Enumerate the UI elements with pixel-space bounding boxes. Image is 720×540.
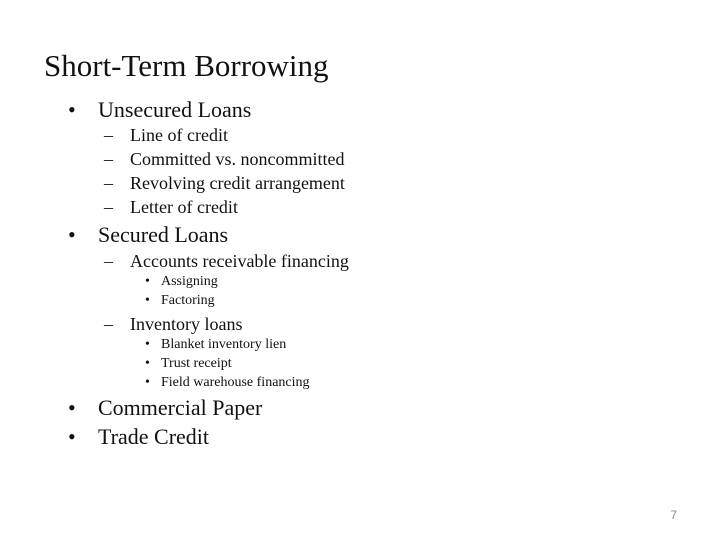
bullet-marker: • — [145, 337, 150, 352]
bullet-label: Commercial Paper — [98, 395, 263, 420]
sub-bullet-letter-of-credit — [104, 195, 238, 219]
sub-bullet-committed — [104, 147, 345, 171]
bullet-label: Unsecured Loans — [98, 97, 252, 122]
sub-bullet-label: Inventory loans — [130, 314, 243, 334]
sub-sub-bullet-label: Assigning — [161, 274, 218, 289]
sub-sub-bullet-label: Factoring — [161, 293, 215, 308]
sub-bullet-label: Revolving credit arrangement — [130, 173, 345, 193]
sub-bullet-label: Letter of credit — [130, 197, 238, 217]
sub-sub-bullet-label: Field warehouse financing — [161, 375, 310, 390]
bullet-marker: • — [68, 424, 76, 449]
page-number: 7 — [670, 508, 677, 522]
bullet-marker: • — [68, 97, 76, 122]
sub-bullet-revolving-credit — [104, 171, 345, 195]
bullet-trade-credit — [68, 423, 209, 451]
bullet-marker: • — [68, 395, 76, 420]
sub-sub-bullet-label: Blanket inventory lien — [161, 337, 287, 352]
bullet-marker: • — [145, 375, 150, 390]
bullet-secured-loans — [68, 221, 228, 249]
sub-sub-bullet-field-warehouse — [145, 373, 310, 392]
sub-sub-bullet-factoring — [145, 291, 215, 310]
bullet-commercial-paper — [68, 394, 262, 422]
bullet-marker: • — [145, 293, 150, 308]
dash-marker: – — [104, 125, 113, 145]
bullet-marker: • — [145, 356, 150, 371]
sub-bullet-inventory-loans — [104, 312, 242, 336]
sub-sub-bullet-label: Trust receipt — [161, 356, 232, 371]
slide-title: Short-Term Borrowing — [44, 48, 329, 83]
bullet-label: Secured Loans — [98, 222, 229, 247]
bullet-marker: • — [68, 222, 76, 247]
sub-bullet-receivable-financing — [104, 249, 349, 273]
sub-bullet-line-of-credit — [104, 123, 228, 147]
dash-marker: – — [104, 197, 113, 217]
dash-marker: – — [104, 149, 113, 169]
bullet-label: Trade Credit — [98, 424, 210, 449]
sub-sub-bullet-assigning — [145, 272, 218, 291]
sub-bullet-label: Committed vs. noncommitted — [130, 149, 345, 169]
dash-marker: – — [104, 173, 113, 193]
sub-bullet-label: Accounts receivable financing — [130, 251, 349, 271]
dash-marker: – — [104, 314, 113, 334]
bullet-unsecured-loans — [68, 96, 251, 124]
bullet-marker: • — [145, 274, 150, 289]
dash-marker: – — [104, 251, 113, 271]
sub-sub-bullet-trust-receipt — [145, 354, 232, 373]
sub-sub-bullet-blanket-lien — [145, 335, 286, 354]
sub-bullet-label: Line of credit — [130, 125, 228, 145]
